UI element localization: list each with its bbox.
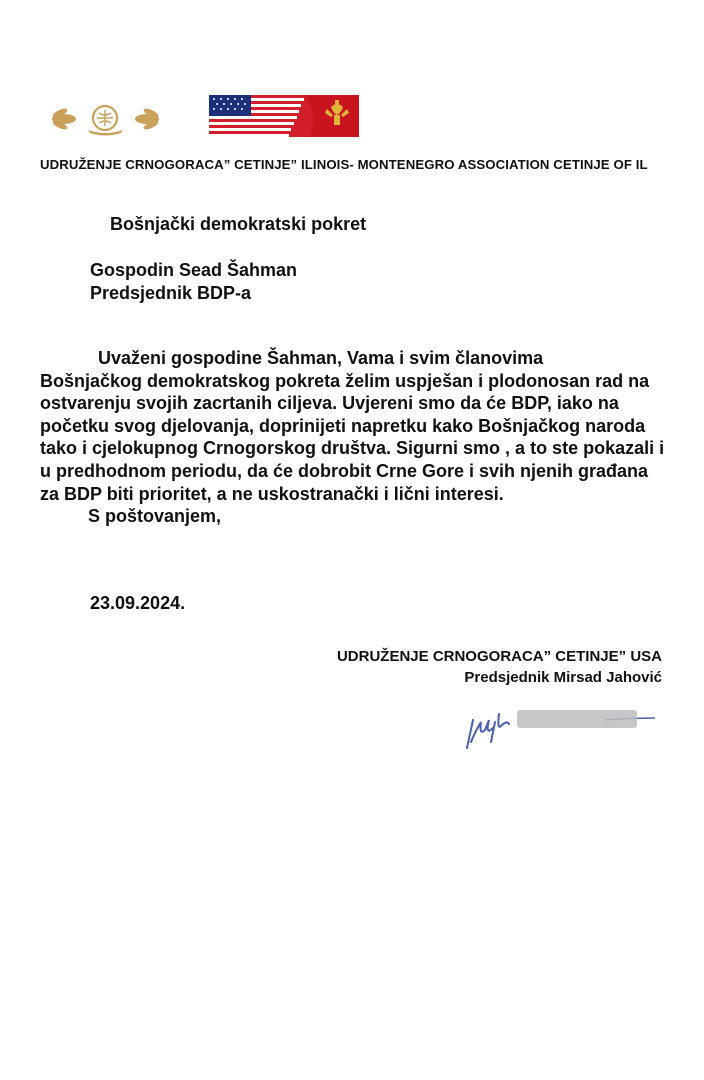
signature-organization: UDRUŽENJE CRNOGORACA” CETINJE” USA	[336, 648, 662, 665]
addressee-organization: Bošnjački demokratski pokret	[110, 214, 367, 234]
recipient-block	[90, 259, 297, 305]
laurel-wreath-logo	[48, 100, 163, 138]
organization-header: UDRUŽENJE CRNOGORACA” CETINJE” ILINOIS- MONTENEGRO ASSOCIATION CETINJE OF IL	[40, 157, 648, 172]
recipient-title: Predsjednik BDP-a	[90, 283, 252, 303]
recipient-name: Gospodin Sead Šahman	[90, 260, 298, 280]
signature-president: Predsjednik Mirsad Jahović	[464, 669, 662, 686]
letter-body	[40, 347, 670, 528]
signature-block	[337, 646, 662, 688]
handwritten-signature	[455, 692, 670, 758]
usa-montenegro-flags-logo	[209, 95, 359, 137]
letter-date: 23.09.2024.	[90, 593, 186, 613]
closing-line: S poštovanjem,	[88, 506, 222, 527]
paragraph-first-line: Uvaženi gospodine Šahman, Vama i svim članovima	[98, 348, 544, 368]
paragraph-text: Bošnjačkog demokratskog pokreta želim uspješan i plodonosan rad na ostvarenju svojih zacrtanih ciljeva. Uvjereni smo da će BDP, iako na početku svog djelovanja, doprinijeti napretku kako Bošnjačkog naroda tako i cjelokupnog Crnogorskog društva. Sigurni smo , a to ste pokazali i u predhodnom periodu, da će dobrobit Crne Gore i svih njenih građana za BDP biti prioritet, a ne uskostranački i lični interesi.	[40, 370, 665, 504]
